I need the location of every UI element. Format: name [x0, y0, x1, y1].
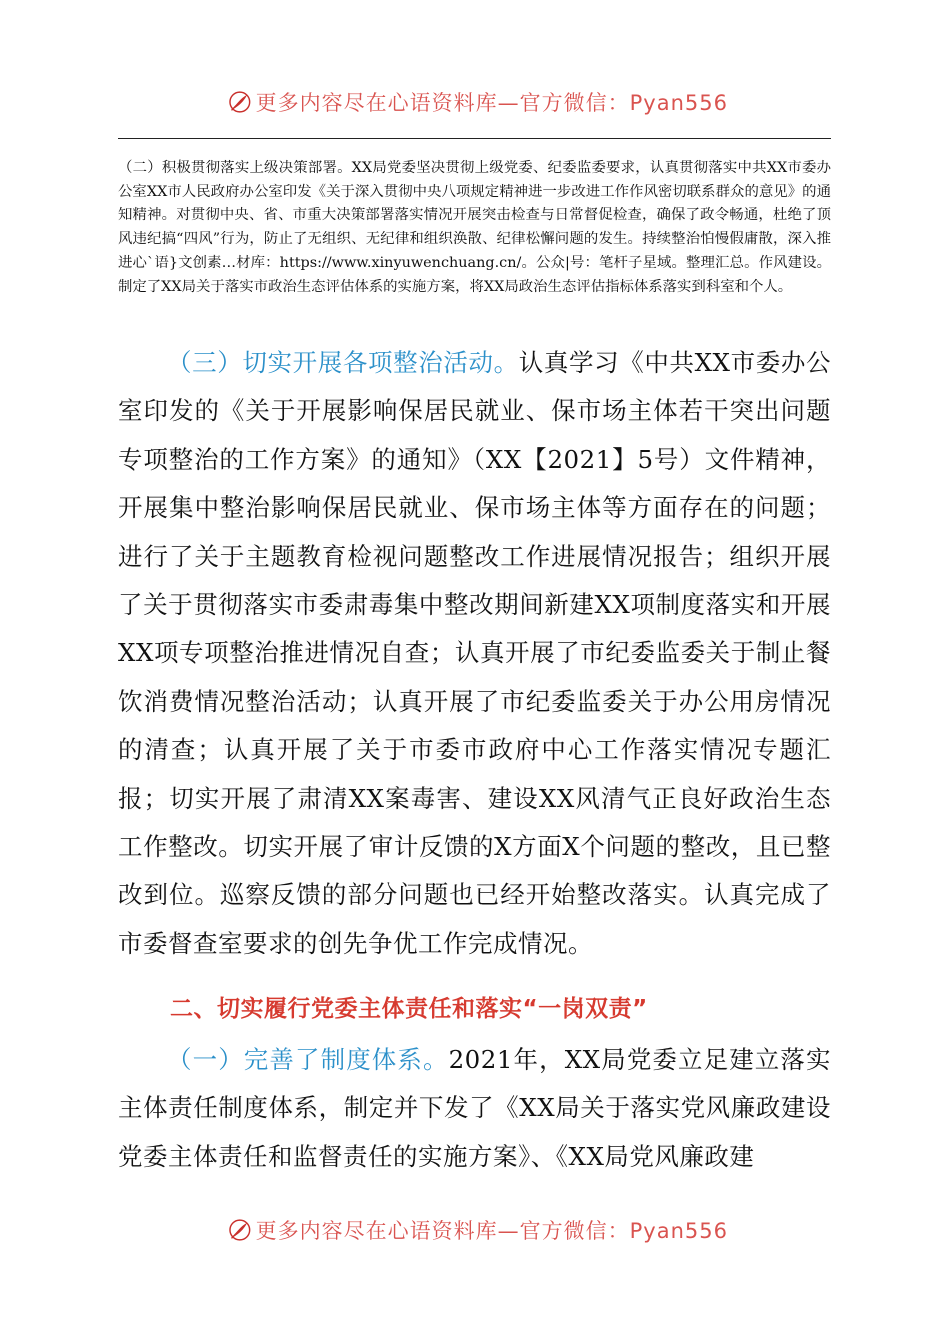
section-3-heading: （三）切实开展各项整治活动。 — [167, 348, 519, 377]
section-heading-two: 二、切实履行党委主体责任和落实“一岗双责” — [170, 996, 648, 1022]
pen-leaf-logo-icon — [228, 1212, 252, 1248]
section-3-body: 认真学习《中共XX市委办公室印发的《关于开展影响保居民就业、保市场主体若干突出问题专项整治的工作方案》的通知》（XX【2021】5号）文件精神，开展集中整治影响保居民就业、保市场主体等方面存在的问题；进行了关于主题教育检视问题整改工作进展情况报告；组织开展了关于贯彻落实市委肃毒集中整改期间新建XX项制度落实和开展XX项专项整治推进情况自查；认真开展了市纪委监委关于制止餐饮消费情况整治活动；认真开展了市纪委监委关于办公用房情况的清查；认真开展了关于市委市政府中心工作落实情况专题汇报；切实开展了肃清XX案毒害、建设XX风清气正良好政治生态工作整改。切实开展了审计反馈的X方面X个问题的整改，且已整改到位。巡察反馈的部分问题也已经开始整改落实。认真完成了市委督查室要求的创先争优工作完成情况。 — [118, 348, 832, 958]
footer-banner-text: 更多内容尽在心语资料库—官方微信：Pyan556 — [255, 1219, 728, 1243]
paragraph-section-2: （二）积极贯彻落实上级决策部署。XX局党委坚决贯彻上级党委、纪委监委要求，认真贯彻落实中共XX市委办公室XX市人民政府办公室印发《关于深入贯彻中央八项规定精神进一步改进工作作风密切联系群众的意见》的通知精神。对贯彻中央、省、市重大决策部署落实情况开展突击检查与日常督促检查，确保了政令畅通，杜绝了顶风违纪搞“四风”行为，防止了无组织、无纪律和组织涣散、纪律松懈问题的发生。持续整治怕慢假庸散，深入推进心`语}文创素…材库：https://www.xinyuwenchuang.cn/。公众|号：笔杆子星域。整理汇总。作风建设。制定了XX局关于落实市政治生态评估体系的实施方案，将XX局政治生态评估指标体系落实到科室和个人。 — [118, 160, 831, 295]
pen-leaf-logo-icon — [228, 84, 252, 120]
header-banner — [228, 82, 728, 122]
banner-text: 更多内容尽在心语资料库—官方微信：Pyan556 — [255, 91, 728, 115]
paragraph-section-3 — [118, 339, 831, 968]
header-divider — [118, 138, 831, 139]
section-1-heading: （一）完善了制度体系。 — [167, 1045, 449, 1074]
paragraph-section-1 — [118, 1036, 831, 1181]
section-1-body: 2021年，XX局党委立足建立落实主体责任制度体系，制定并下发了《XX局关于落实党风廉政建设党委主体责任和监督责任的实施方案》、《XX局党风廉政建 — [118, 1045, 832, 1171]
footer-banner — [228, 1210, 728, 1250]
